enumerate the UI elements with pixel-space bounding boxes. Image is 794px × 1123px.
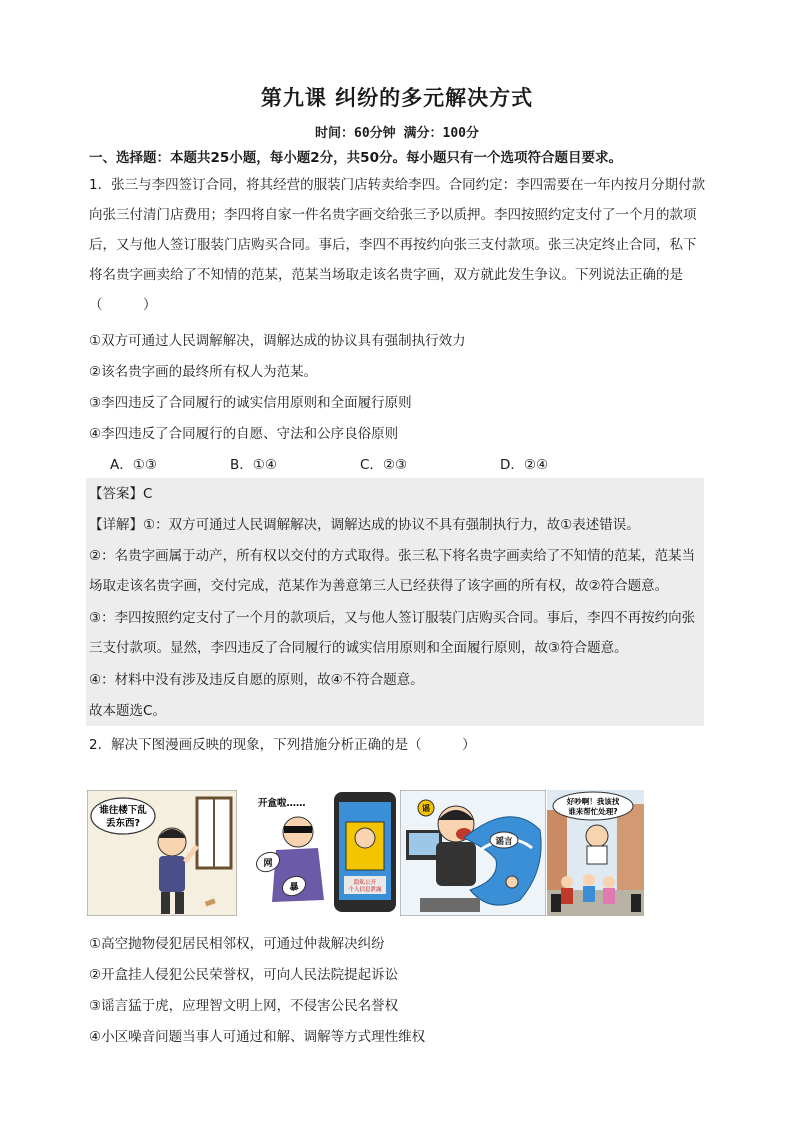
panel2-label-wang: 网 bbox=[263, 859, 273, 869]
q1-option-1: ①双方可通过人民调解解决，调解达成的协议具有强制执行效力 bbox=[89, 333, 466, 349]
q1-analysis-4: ④：材料中没有涉及违反自愿的原则，故④不符合题意。 bbox=[89, 672, 424, 688]
panel4-bubble-line1: 好吵啊！我该找 bbox=[566, 797, 620, 806]
q2-option-4: ④小区噪音问题当事人可通过和解、调解等方式理性维权 bbox=[89, 1029, 426, 1045]
panel3-label-rumor: 谣言 bbox=[495, 837, 513, 847]
comic-panel-noise bbox=[547, 790, 644, 916]
q1-option-4: ④李四违反了合同履行的自愿、守法和公序良俗原则 bbox=[89, 426, 399, 442]
choice-d: D．②④ bbox=[500, 457, 549, 473]
q1-analysis-5: 故本题选C。 bbox=[89, 703, 166, 719]
panel1-bubble-line2: 丢东西? bbox=[105, 818, 141, 829]
q1-option-3: ③李四违反了合同履行的诚实信用原则和全面履行原则 bbox=[89, 395, 412, 411]
panel2-label-bao: 暴 bbox=[289, 883, 299, 893]
q2-option-2: ②开盒挂人侵犯公民荣誉权，可向人民法院提起诉讼 bbox=[89, 967, 399, 983]
q1-option-2: ②该名贵字画的最终所有权人为范某。 bbox=[89, 364, 318, 380]
q2-option-3: ③谣言猛于虎，应理智文明上网，不侵害公民名誉权 bbox=[89, 998, 399, 1014]
panel2-phone-text2: 个人信息泄露 bbox=[348, 887, 382, 893]
q1-analysis-3: ③：李四按照约定支付了一个月的款项后，又与他人签订服装门店购买合同。事后，李四不再按约向张三支付款项。显然，李四违反了合同履行的诚实信用原则和全面履行原则，故③符合题意。 bbox=[89, 610, 696, 656]
choice-b: B．①④ bbox=[230, 457, 277, 473]
comic-panel-rumor bbox=[400, 790, 546, 916]
q1-analysis-1: 【详解】①：双方可通过人民调解解决，调解达成的协议不具有强制执行力，故①表述错误。 bbox=[89, 517, 640, 533]
comic-panel-throwing bbox=[87, 790, 237, 916]
page-title: 第九课 纠纷的多元解决方式 bbox=[260, 86, 534, 110]
choice-a: A．①③ bbox=[110, 457, 157, 473]
panel4-bubble-line2: 谁来帮忙处理? bbox=[568, 807, 618, 816]
section-heading: 一、选择题：本题共25小题，每小题2分，共50分。每小题只有一个选项符合题目要求。 bbox=[89, 150, 622, 166]
choice-c: C．②③ bbox=[360, 457, 408, 473]
panel2-caption: 开盒啦…… bbox=[258, 798, 306, 809]
panel3-label-yao: 谣 bbox=[422, 804, 430, 813]
panel2-phone-text1: 隐私公开 bbox=[353, 880, 377, 886]
panel1-bubble-line1: 谁往楼下乱 bbox=[99, 805, 147, 816]
comic-panel-doxxing bbox=[238, 790, 398, 916]
question-2-stem: 2．解决下图漫画反映的现象，下列措施分析正确的是（ ） bbox=[89, 737, 476, 753]
q1-answer: 【答案】C bbox=[89, 486, 153, 502]
question-1-stem: 1．张三与李四签订合同，将其经营的服装门店转卖给李四。合同约定：李四需要在一年内按月分期付款向张三付清门店费用；李四将自家一件名贵字画交给张三予以质押。李四按照约定支付了一个月的款项后，又与他人签订服装门店购买合同。事后，李四不再按约向张三支付款项。张三决定终止合同，私下将名贵字画卖给了不知情的范某，范某当场取走该名贵字画，双方就此发生争议。下列说法正确的是（ ） bbox=[89, 177, 706, 313]
q2-option-1: ①高空抛物侵犯居民相邻权，可通过仲裁解决纠纷 bbox=[89, 936, 385, 952]
exam-meta: 时间：60分钟 满分：100分 bbox=[315, 126, 479, 141]
q1-choices bbox=[110, 453, 670, 473]
q1-analysis-2: ②：名贵字画属于动产，所有权以交付的方式取得。张三私下将名贵字画卖给了不知情的范某，范某当场取走该名贵字画，交付完成，范某作为善意第三人已经获得了该字画的所有权，故②符合题意。 bbox=[89, 548, 696, 594]
